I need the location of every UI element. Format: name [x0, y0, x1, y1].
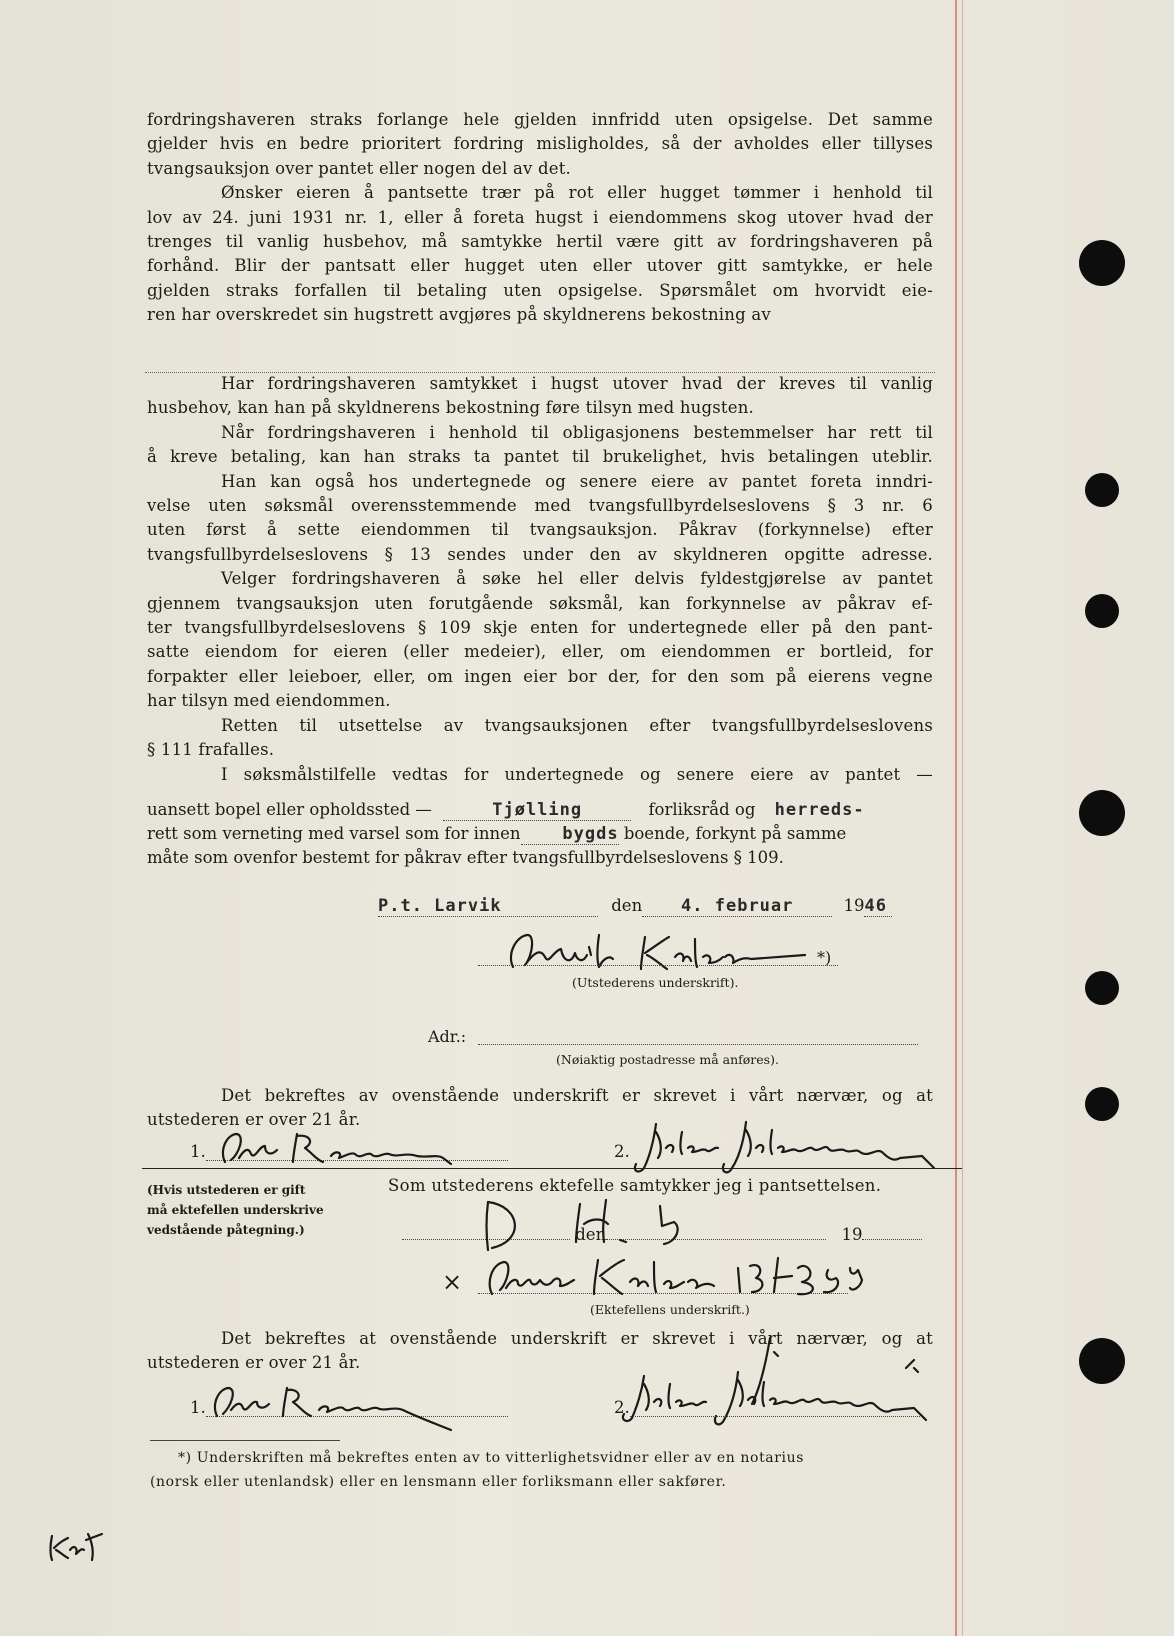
text-line: Han kan også hos undertegnede og senere eiere av pantet foreta inndri- [221, 471, 933, 491]
text-line: utstederen er over 21 år. [147, 1353, 361, 1373]
text-line: trenges til vanlig husbehov, må samtykke hertil være gitt av fordringshaveren på [147, 232, 933, 252]
spouse-signature [478, 1248, 958, 1308]
text-line: uansett bopel eller opholdssted — [147, 800, 432, 819]
text-line: forpakter eller leieboer, eller, om ingen eier bor der, for den som på eierens vegne [147, 666, 933, 686]
text-line: å kreve betaling, kan han straks ta pantet til brukelighet, hvis betalingen uteblir. [147, 447, 933, 467]
text-line: Ønsker eieren å pantsette trær på rot eller hugget tømmer i henhold til [221, 183, 933, 203]
text-line: I søksmålstilfelle vedtas for undertegnede og senere eiere av pantet — [221, 764, 933, 784]
place-field [378, 896, 598, 917]
text-line: forliksråd og [648, 800, 756, 819]
date-field [642, 896, 832, 917]
text-line: tvangsfullbyrdelseslovens § 13 sendes under den av skyldneren opgitte adresse. [147, 544, 933, 564]
text-line: måte som ovenfor bestemt for påkrav efter tvangsfullbyrdelseslovens § 109. [147, 848, 784, 867]
side-note-line: vedstående påtegning.) [147, 1223, 305, 1237]
place-typed: P.t. Larvik [378, 896, 502, 916]
jurisdiction-line [147, 824, 846, 845]
text-line: Retten til utsettelse av tvangsauksjonen efter tvangsfullbyrdelseslovens [221, 715, 933, 735]
text-line: tvangsauksjon over pantet eller nogen del av det. [147, 158, 571, 178]
text-line: Når fordringshaveren i henhold til obligasjonens bestemmelser har rett til [221, 422, 933, 442]
text-line: Det bekreftes av ovenstående underskrift er skrevet i vårt nærvær, og at [221, 1086, 933, 1105]
witness-2-line-2 [630, 1416, 920, 1417]
witness-2-signature-2 [614, 1332, 974, 1432]
margin-initials [46, 1520, 106, 1564]
year-prefix: 19 [843, 896, 865, 915]
witness-1-signature-2 [632, 1118, 972, 1180]
text-line: velse uten søksmål overensstemmende med tvangsfullbyrdelseslovens § 3 nr. 6 [147, 496, 933, 516]
footnote-line-2: (norsk eller utenlandsk) eller en lensmann eller forliksmann eller sakfører. [150, 1474, 727, 1490]
text-line: gjelden straks forfallen til betaling uten opsigelse. Spørsmålet om hvorvidt eie- [147, 280, 933, 300]
signature-asterisk: *) [817, 948, 832, 967]
venue-line [147, 800, 865, 821]
text-line: boende, forkynt på samme [623, 824, 847, 843]
text-line: § 111 frafalles. [147, 740, 275, 760]
text-line: Velger fordringshaveren å søke hel eller delvis fyldestgjørelse av pantet [221, 569, 933, 589]
text-line: ren har overskredet sin hugstrett avgjøres på skyldnerens bekostning av [147, 305, 771, 325]
innen-field [521, 824, 619, 845]
den-label: den [611, 896, 643, 915]
text-line: har tilsyn med eiendommen. [147, 691, 391, 711]
address-label: Adr.: [428, 1027, 467, 1046]
middle-text-block [147, 372, 933, 787]
innen-typed: bygds [562, 824, 619, 844]
text-line: fordringshaveren straks forlange hele gjelden innfridd uten opsigelse. Det samme [147, 110, 933, 129]
year-field [864, 896, 892, 917]
spouse-signature-caption: (Ektefellens underskrift.) [590, 1302, 750, 1317]
spouse-den-label: den [575, 1225, 607, 1244]
witness-2-number-1: 1. [190, 1398, 206, 1417]
spouse-side-note [147, 1180, 324, 1240]
section-divider [142, 1168, 962, 1169]
date-typed: 4. februar [681, 896, 794, 916]
footnote-rule [150, 1440, 340, 1441]
text-line: utstederen er over 21 år. [147, 1110, 361, 1130]
text-line: gjelder hvis en bedre prioritert fordring misligholdes, så der avholdes eller tillyses [147, 134, 933, 154]
punch-hole-4 [1079, 790, 1125, 836]
text-line: rett som verneting med varsel som for innen [147, 824, 521, 843]
witness-1-number-2: 2. [614, 1142, 630, 1161]
punch-hole-1 [1079, 240, 1125, 286]
text-line: forhånd. Blir der pantsatt eller hugget uten eller utover gitt samtykke, er hele [147, 256, 933, 276]
punch-hole-6 [1085, 1087, 1119, 1121]
punch-hole-3 [1085, 594, 1119, 628]
text-line: gjennem tvangsauksjon uten forutgående søksmål, kan forkynnelse av påkrav ef- [147, 593, 933, 613]
footnote-line-1: *) Underskriften må bekreftes enten av to vitterlighetsvidner eller av en notarius [178, 1450, 805, 1466]
spouse-consent-text: Som utstederens ektefelle samtykker jeg i pantsettelsen. [388, 1176, 882, 1195]
text-line: uten først å sette eiendommen til tvangsauksjon. Påkrav (forkynnelse) efter [147, 520, 933, 540]
witness-1-signature-1 [205, 1124, 465, 1174]
upper-text-block [147, 108, 933, 328]
text-line: Har fordringshaveren samtykket i hugst utover hvad der kreves til vanlig [221, 374, 933, 393]
witness-1-number-1: 1. [190, 1142, 206, 1161]
text-line: ter tvangsfullbyrdelseslovens § 109 skje enten for undertegnede eller på den pant- [147, 618, 933, 638]
year-typed: 46 [864, 896, 887, 916]
forliksrad-field [443, 800, 631, 821]
text-line: lov av 24. juni 1931 nr. 1, eller å foreta hugst i eiendommens skog utover hvad der [147, 207, 933, 227]
side-note-line: (Hvis utstederen er gift [147, 1183, 306, 1197]
place-date-line [378, 896, 892, 917]
side-note-line: må ektefellen underskrive [147, 1203, 324, 1217]
rett-typed: herreds- [774, 800, 865, 820]
spouse-year-prefix: 19 [841, 1225, 863, 1244]
spouse-cross-mark: × [442, 1268, 463, 1296]
address-field [478, 1044, 918, 1045]
text-line: husbehov, kan han på skyldnerens bekostning føre tilsyn med hugsten. [147, 398, 755, 418]
text-line: Det bekreftes at ovenstående underskrift er skrevet i vårt nærvær, og at [221, 1329, 933, 1348]
spouse-year-field [862, 1239, 922, 1240]
punch-hole-7 [1079, 1338, 1125, 1384]
text-line: satte eiendom for eieren (eller medeier), eller, om eiendommen er bortleid, for [147, 642, 933, 662]
punch-hole-2 [1085, 473, 1119, 507]
punch-hole-5 [1085, 971, 1119, 1005]
witness-2-number-2: 2. [614, 1398, 630, 1417]
witness-2-signature-1 [195, 1376, 475, 1432]
forliksrad-typed: Tjølling [492, 800, 583, 820]
issuer-dotted-line [478, 965, 838, 966]
issuer-signature-caption: (Utstederens underskrift). [572, 975, 739, 990]
address-caption: (Nøiaktig postadresse må anføres). [556, 1052, 779, 1067]
